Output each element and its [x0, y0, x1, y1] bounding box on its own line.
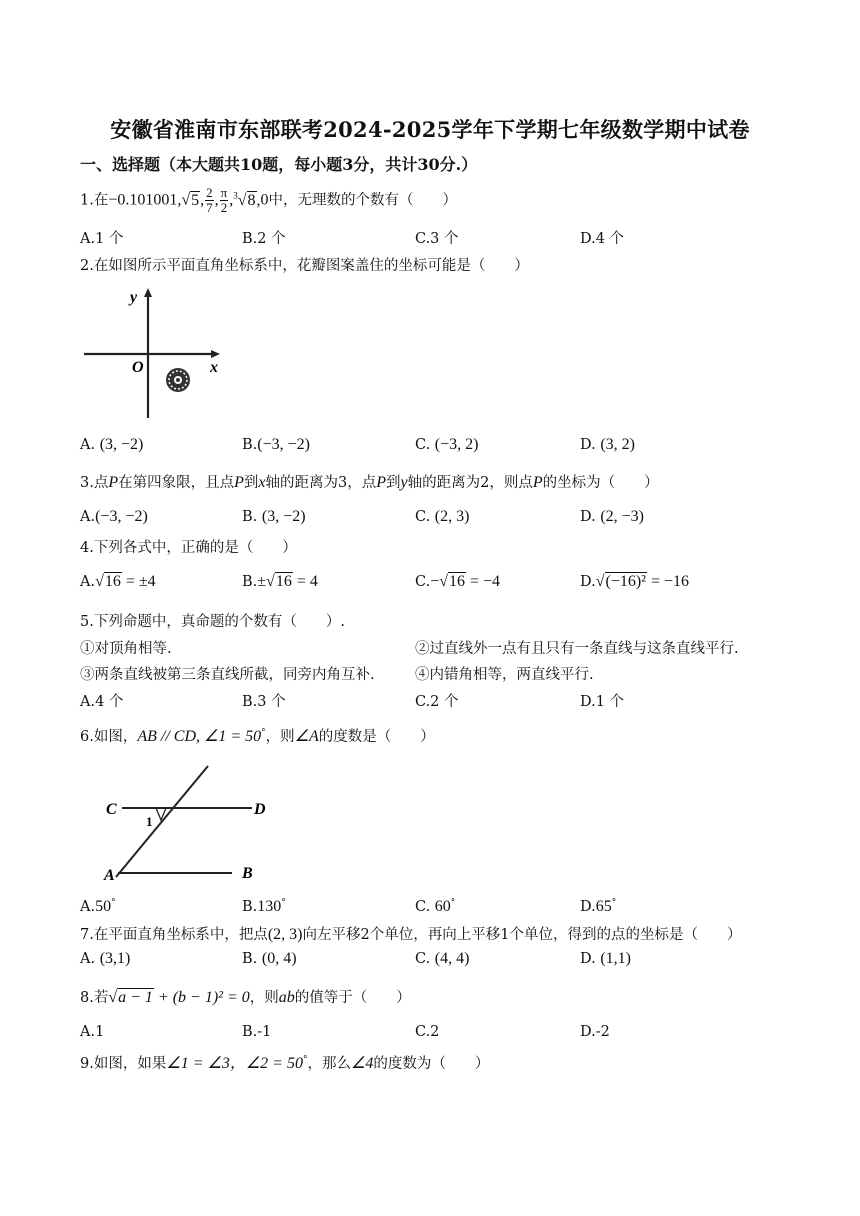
q5-option-d: D.1 个 — [580, 694, 625, 710]
q6-parallel-lines-figure — [100, 760, 280, 885]
q5-option-c: C.2 个 — [415, 694, 459, 710]
x-axis-label: x — [210, 359, 218, 376]
q5-option-a: A.4 个 — [80, 694, 124, 710]
question-4: 4.下列各式中，正确的是（ ） — [80, 540, 297, 556]
q6-option-d: D.65° — [580, 898, 617, 915]
q2-option-c: C. (−3, 2) — [415, 436, 479, 453]
label-c: C — [106, 801, 117, 818]
q5-statement-2: ②过直线外一点有且只有一条直线与这条直线平行. — [415, 641, 739, 657]
question-2: 2.在如图所示平面直角坐标系中，花瓣图案盖住的坐标可能是（ ） — [80, 258, 529, 274]
page-title: 安徽省淮南市东部联考2024-2025学年下学期七年级数学期中试卷 — [110, 117, 750, 142]
q3-option-a: A.(−3, −2) — [80, 508, 148, 525]
q1-option-a: A.1 个 — [80, 231, 124, 247]
q3-option-c: C. (2, 3) — [415, 508, 470, 525]
flower-icon — [166, 368, 190, 392]
q4-option-a: A.√16 = ±4 — [80, 573, 156, 590]
q1-suffix: 中，无理数的个数有（ ） — [268, 192, 458, 209]
q7-option-c: C. (4, 4) — [415, 950, 470, 967]
question-5: 5.下列命题中，真命题的个数有（ ）. — [80, 614, 345, 630]
q8-option-c: C.2 — [415, 1024, 440, 1040]
question-6: 6.如图，AB // CD, ∠1 = 50°，则∠A的度数是（ ） — [80, 728, 435, 745]
label-b: B — [242, 865, 253, 882]
q3-option-b: B. (3, −2) — [242, 508, 306, 525]
question-8: 8.若√a − 1 + (b − 1)² = 0，则ab的值等于（ ） — [80, 989, 411, 1006]
q8-option-d: D.-2 — [580, 1024, 610, 1040]
question-7: 7.在平面直角坐标系中，把点(2, 3)向左平移2个单位，再向上平移1个单位，得到的点的坐标是（ ） — [80, 926, 742, 943]
y-axis-label: y — [130, 289, 138, 306]
q1-term: $\frac{\pi}{2}$ — [220, 185, 228, 215]
question-9: 9.如图，如果∠1 = ∠3，∠2 = 50°，那么∠4的度数为（ ） — [80, 1055, 490, 1072]
q7-option-b: B. (0, 4) — [242, 950, 297, 967]
question-1: 1.在−0.101001,√5, $\frac{2}{7}$ , $\frac{\pi}{2}$ ,$^3$√8,0中，无理数的个数有（ ） — [80, 185, 458, 215]
q1-prefix: 1.在 — [80, 192, 109, 209]
q5-statement-1: ①对顶角相等. — [80, 641, 172, 657]
q5-statement-4: ④内错角相等，两直线平行. — [415, 667, 594, 683]
q5-statement-3: ③两条直线被第三条直线所截，同旁内角互补. — [80, 667, 375, 683]
q2-option-d: D. (3, 2) — [580, 436, 635, 453]
q3-option-d: D. (2, −3) — [580, 508, 645, 525]
label-d: D — [254, 801, 266, 818]
label-a: A — [104, 867, 115, 884]
q6-option-c: C. 60° — [415, 898, 456, 915]
origin-label: O — [132, 359, 144, 376]
q2-option-a: A. (3, −2) — [80, 436, 144, 453]
section-heading: 一、选择题（本大题共10题，每小题3分，共计30分.） — [80, 155, 478, 174]
q8-option-b: B.-1 — [242, 1024, 272, 1040]
q4-option-d: D.√(−16)² = −16 — [580, 573, 690, 590]
q1-term: $^3$√8, — [233, 190, 261, 209]
q2-option-b: B.(−3, −2) — [242, 436, 310, 453]
q8-option-a: A.1 — [80, 1024, 105, 1040]
q1-term: −0.101001, — [108, 191, 182, 209]
q4-option-b: B.±√16 = 4 — [242, 573, 318, 590]
q1-term: $\frac{2}{7}$ — [206, 185, 213, 215]
q2-coordinate-figure — [80, 282, 230, 422]
q1-option-b: B.2 个 — [242, 231, 286, 247]
q1-term: √5, — [181, 191, 205, 209]
q1-option-d: D.4 个 — [580, 231, 625, 247]
q6-option-a: A.50° — [80, 898, 116, 915]
q4-option-c: C.−√16 = −4 — [415, 573, 501, 590]
q1-term: 0 — [260, 191, 269, 209]
q6-option-b: B.130° — [242, 898, 286, 915]
q7-option-d: D. (1,1) — [580, 950, 631, 967]
angle-1-label: 1 — [146, 814, 153, 829]
question-3: 3.点P在第四象限，且点P到x轴的距离为3，点P到y轴的距离为2，则点P的坐标为（ ） — [80, 474, 659, 491]
q5-option-b: B.3 个 — [242, 694, 286, 710]
q1-option-c: C.3 个 — [415, 231, 459, 247]
q7-option-a: A. (3,1) — [80, 950, 131, 967]
